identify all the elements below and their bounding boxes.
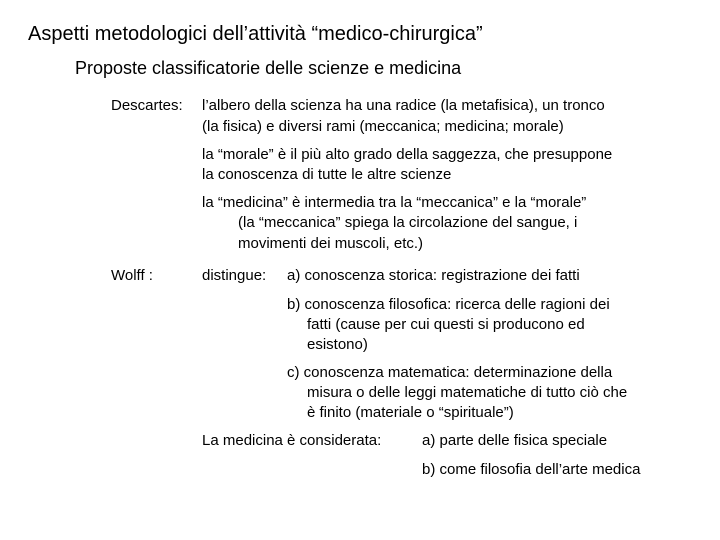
descartes-p2-line1: la “morale” è il più alto grado della saggezza, che presuppone	[202, 146, 613, 163]
wolff-item-c-line1: c) conoscenza matematica: determinazione della	[287, 364, 613, 381]
wolff-item-a: a) conoscenza storica: registrazione dei fatti	[287, 267, 580, 284]
wolff-item-c-line2: misura o delle leggi matematiche di tutto ciò che	[307, 384, 628, 401]
wolff-item-b-line3: esistono)	[307, 336, 368, 353]
medicina-item-a: a) parte delle fisica speciale	[422, 432, 608, 449]
descartes-p1-line1: l’albero della scienza ha una radice (la metafisica), un tronco	[202, 97, 605, 114]
descartes-label: Descartes:	[111, 97, 183, 114]
medicina-item-b: b) come filosofia dell’arte medica	[422, 461, 641, 478]
wolff-intro: distingue:	[202, 267, 267, 284]
wolff-item-b-line2: fatti (cause per cui questi si producono ed	[307, 316, 585, 333]
descartes-p3-line2: (la “meccanica” spiega la circolazione del sangue, i	[238, 214, 578, 231]
wolff-label: Wolff :	[111, 267, 153, 284]
descartes-p3-line1: la “medicina” è intermedia tra la “meccanica” e la “morale”	[202, 194, 587, 211]
slide-subtitle: Proposte classificatorie delle scienze e medicina	[75, 58, 462, 78]
wolff-item-c-line3: è finito (materiale o “spirituale”)	[307, 404, 514, 421]
descartes-p1-line2: (la fisica) e diversi rami (meccanica; medicina; morale)	[202, 118, 564, 135]
slide-title: Aspetti metodologici dell’attività “medico-chirurgica”	[28, 23, 483, 45]
descartes-p2-line2: la conoscenza di tutte le altre scienze	[202, 166, 452, 183]
descartes-p3-line3: movimenti dei muscoli, etc.)	[238, 235, 424, 252]
medicina-label: La medicina è considerata:	[202, 432, 382, 449]
wolff-item-b-line1: b) conoscenza filosofica: ricerca delle ragioni dei	[287, 296, 610, 313]
